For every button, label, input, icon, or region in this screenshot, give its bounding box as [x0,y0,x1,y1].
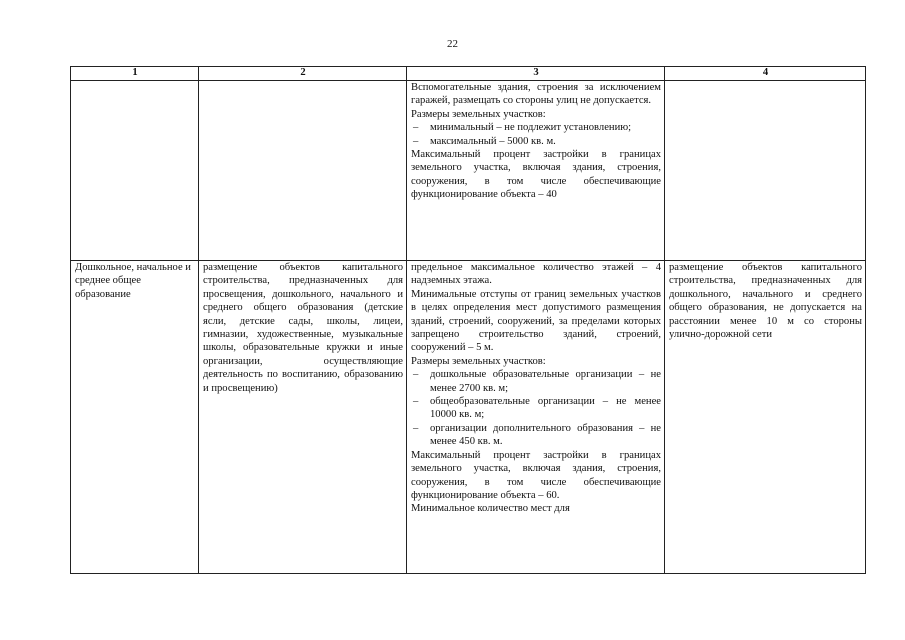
list-item-text: минимальный – не подлежит установлению; [430,122,632,134]
regulations-table [70,66,866,574]
list-item [411,422,661,449]
table-row [71,261,866,574]
max-floors-paragraph: предельное максимальное количество этажей – 4 надземных этажа. [411,262,661,287]
list-item-text: организации дополнительного образования – не менее 450 кв. м. [430,422,661,448]
auxiliary-buildings-paragraph: Вспомогательные здания, строения за исключением гаражей, размещать со стороны улиц не допускается. [411,82,661,107]
column-header-2: 2 [199,67,407,81]
list-item-text: общеобразовательные организации – не менее 10000 кв. м; [430,396,661,421]
min-setbacks-paragraph: Минимальные отступы от границ земельных участков в целях определения мест допустимого размещения зданий, строений, сооружений, за пределами которых запрещено строительство зданий, строений, сооружений – 5 м. [411,288,661,354]
plot-sizes-list [411,121,661,148]
land-use-type: Дошкольное, начальное и среднее общее образование [75,262,191,300]
dash-bullet-icon: – [413,135,419,147]
column-header-1: 1 [71,67,199,81]
table-header-row [71,67,866,81]
row-a-col2-cell [199,81,407,261]
row-a-col1-cell [71,81,199,261]
row-b-col2-cell [199,261,407,574]
restrictions-paragraph: размещение объектов капитального строительства, предназначенных для дошкольного, начального и среднего общего образования, не допускается на расстоянии менее 10 м со стороны улично-дорожной сети [669,262,862,341]
list-item-text: дошкольные образовательные организации – не менее 2700 кв. м; [430,369,661,394]
plot-sizes-list [411,368,661,448]
table-row [71,81,866,261]
max-coverage-paragraph: Максимальный процент застройки в границах земельного участка, включая здания, строения, сооружения, в том числе обеспечивающие функционирование объекта – 60. [411,449,661,501]
column-header-3: 3 [407,67,665,81]
max-coverage-paragraph: Максимальный процент застройки в границах земельного участка, включая здания, строения, сооружения, в том числе обеспечивающие функционирование объекта – 40 [411,149,661,201]
dash-bullet-icon: – [413,396,419,408]
list-item [411,135,661,148]
dash-bullet-icon: – [413,369,419,381]
row-a-col4-cell [665,81,866,261]
land-use-description: размещение объектов капитального строительства, предназначенных для просвещения, дошкольного, начального и среднего общего образования (детские ясли, детские сады, школы, лицеи, гимназии, художественные, музыкальные школы, образовательные кружки и иные организации, осуществляющие деятельность по воспитанию, образованию и просвещению) [203,262,403,394]
min-places-paragraph: Минимальное количество мест для [411,503,570,515]
row-b-col4-cell [665,261,866,574]
plot-sizes-heading: Размеры земельных участков: [411,108,546,120]
dash-bullet-icon: – [413,122,419,134]
list-item [411,121,661,134]
list-item [411,395,661,422]
plot-sizes-heading: Размеры земельных участков: [411,355,546,367]
page-number: 22 [447,38,458,50]
list-item [411,368,661,395]
row-b-col1-cell [71,261,199,574]
dash-bullet-icon: – [413,422,419,434]
column-header-4: 4 [665,67,866,81]
list-item-text: максимальный – 5000 кв. м. [430,135,556,147]
row-a-col3-cell [407,81,665,261]
row-b-col3-cell [407,261,665,574]
